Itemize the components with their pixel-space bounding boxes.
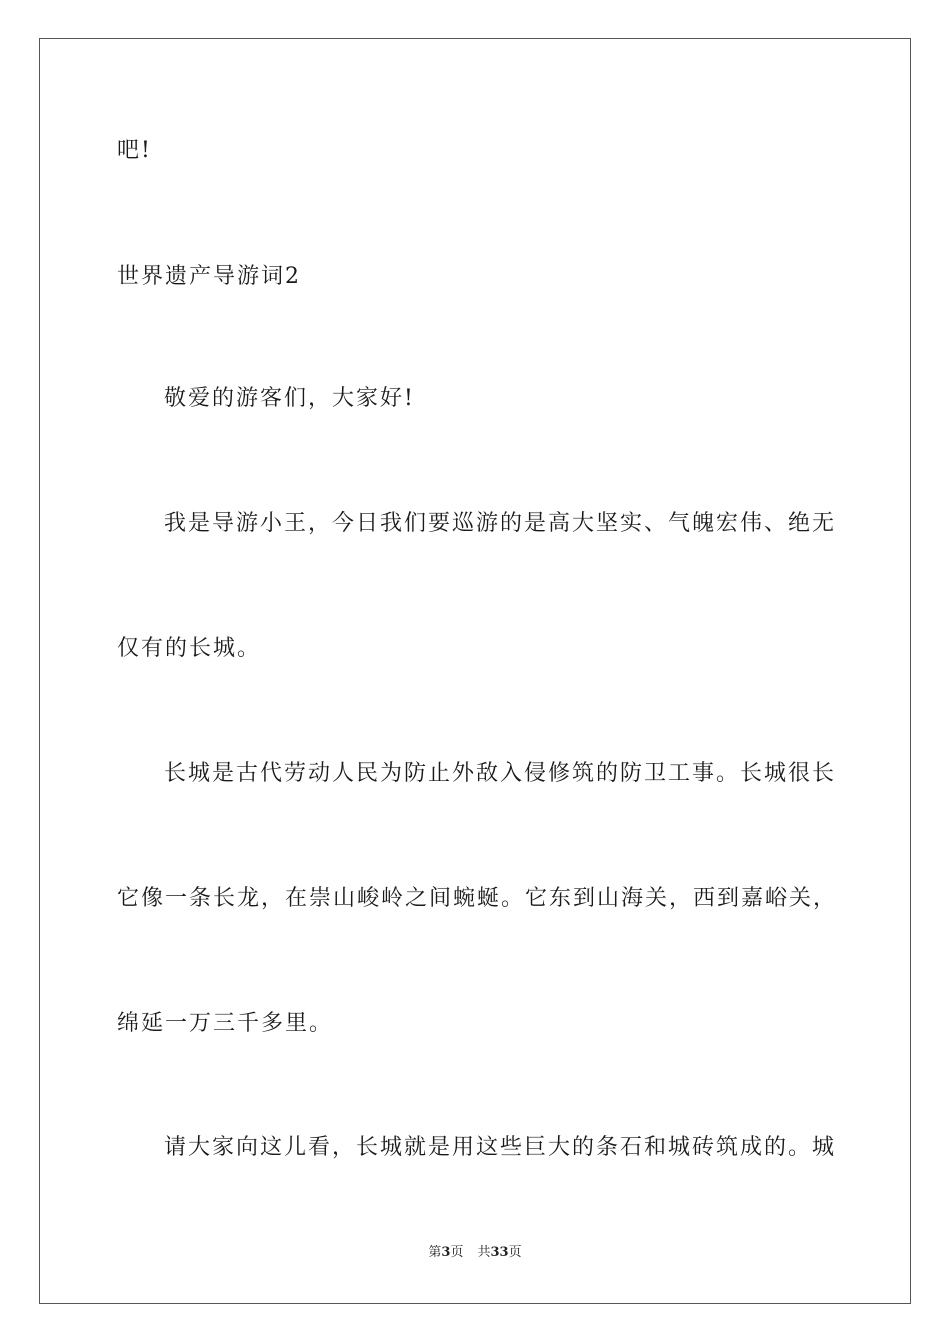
footer-total-suffix: 页 — [508, 1245, 522, 1260]
text-line-length: 绵延一万三千多里。 — [117, 1011, 334, 1036]
text-line-continuation: 吧! — [117, 138, 152, 163]
footer-page-suffix: 页 — [450, 1245, 464, 1260]
page-footer — [0, 1244, 950, 1262]
text-line-greeting: 敬爱的游客们，大家好! — [164, 386, 415, 411]
text-line-materials: 请大家向这儿看，长城就是用这些巨大的条石和城砖筑成的。城 — [164, 1135, 837, 1160]
footer-page-prefix: 第 — [428, 1245, 442, 1260]
section-heading: 世界遗产导游词2 — [117, 264, 301, 289]
text-line-history-cont: 它像一条长龙，在崇山峻岭之间蜿蜒。它东到山海关，西到嘉峪关， — [117, 886, 838, 911]
footer-page-number: 3 — [441, 1245, 451, 1260]
text-line-history: 长城是古代劳动人民为防止外敌入侵修筑的防卫工事。长城很长 — [164, 761, 837, 786]
footer-total-prefix: 共 — [477, 1245, 491, 1260]
text-line-intro: 我是导游小王，今日我们要巡游的是高大坚实、气魄宏伟、绝无 — [164, 511, 837, 536]
text-line-intro-cont: 仅有的长城。 — [117, 636, 262, 661]
footer-total-pages: 33 — [490, 1245, 509, 1260]
page-border — [39, 38, 911, 1304]
